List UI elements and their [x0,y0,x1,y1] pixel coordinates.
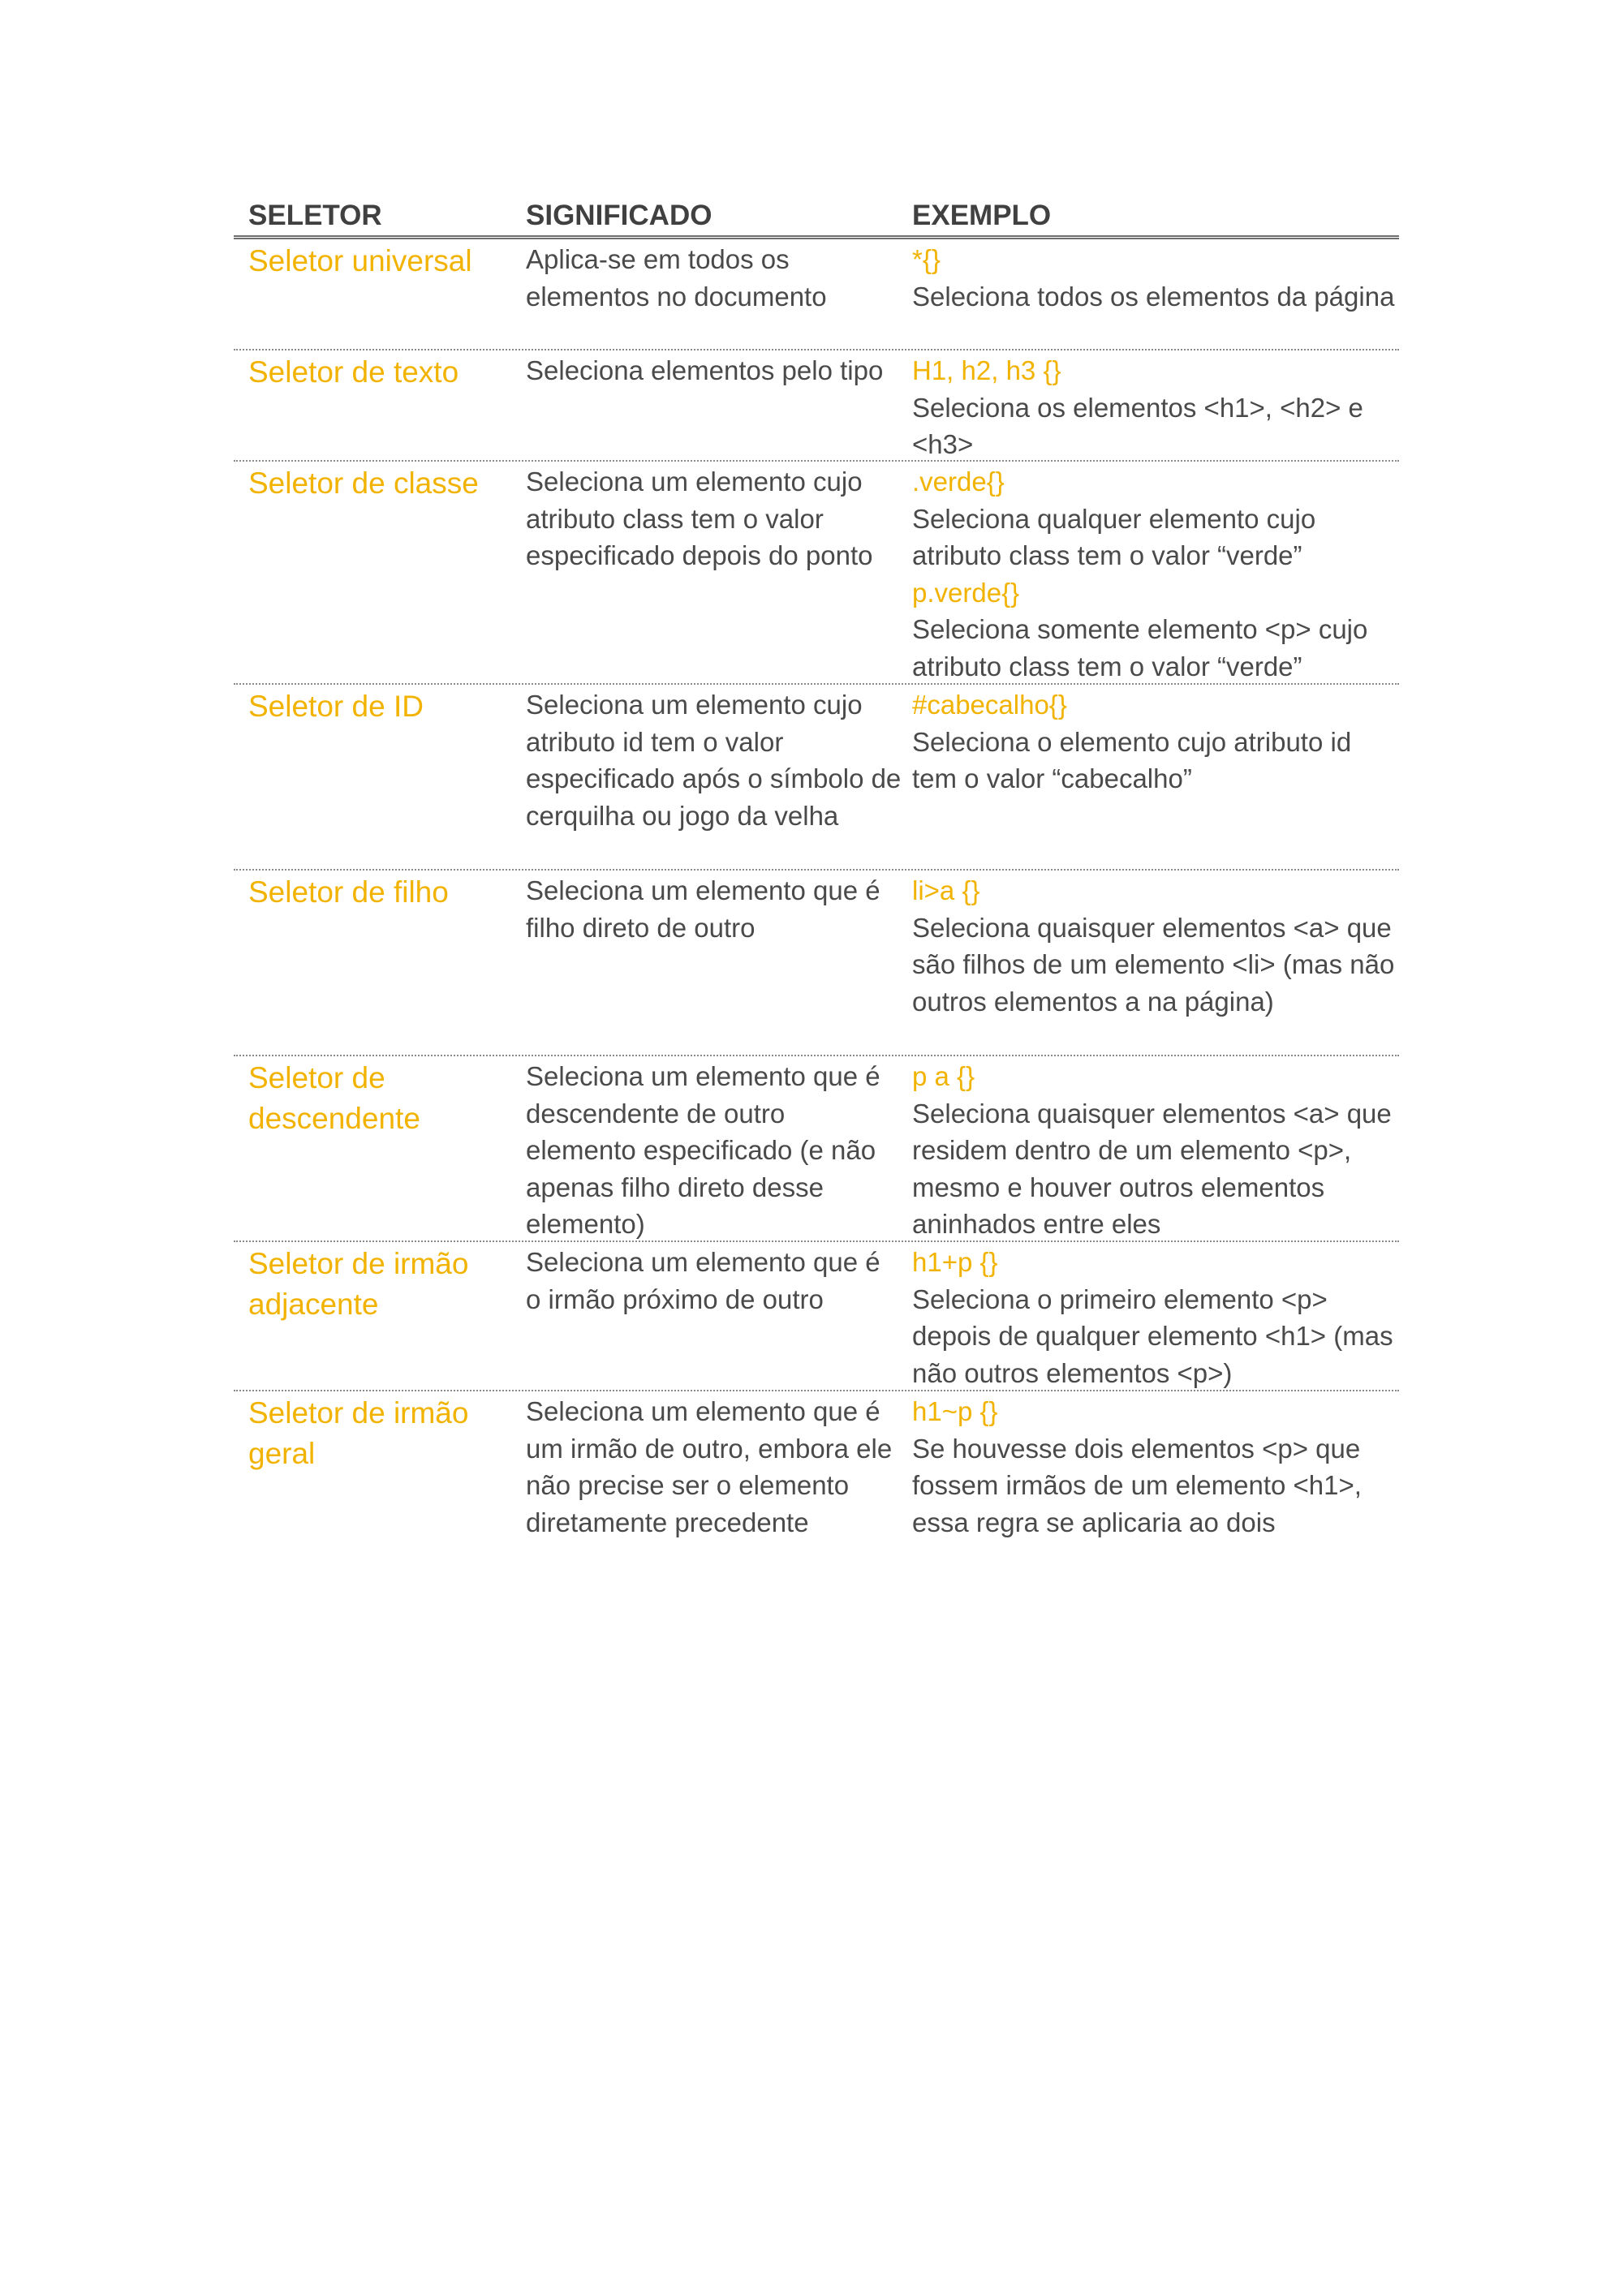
example-code: *{} [912,244,941,274]
selector-meaning: Seleciona um elemento que é um irmão de outro, embora ele não precise ser o elemento diretamente precedente [526,1396,893,1537]
selector-example [912,1056,1399,1240]
table-row [234,462,1399,685]
selector-example [912,871,1399,1055]
table-row [234,239,1399,350]
table-row [234,1056,1399,1242]
example-code: p a {} [912,1061,975,1091]
header-significado: SIGNIFICADO [526,200,712,231]
selector-table [234,195,1399,1586]
table-row [234,1391,1399,1586]
example-description: Seleciona quaisquer elementos <a> que residem dentro de um elemento <p>, mesmo e houver outros elementos aninhados entre eles [912,1098,1392,1239]
example-code: #cabecalho{} [912,690,1067,720]
selector-name: Seletor de irmão adjacente [248,1247,469,1321]
example-description: Seleciona o primeiro elemento <p> depois de qualquer elemento <h1> (mas não outros elementos <p>) [912,1283,1393,1388]
selector-meaning: Seleciona um elemento que é filho direto de outro [526,875,880,943]
table-row [234,871,1399,1056]
example-description: Seleciona somente elemento <p> cujo atributo class tem o valor “verde” [912,614,1368,681]
table-row [234,1242,1399,1391]
example-code: h1+p {} [912,1247,998,1277]
example-description: Seleciona quaisquer elementos <a> que são filhos de um elemento <li> (mas não outros elementos a na página) [912,912,1395,1017]
selector-example [912,239,1399,349]
example-code: p.verde{} [912,577,1020,608]
selector-name: Seletor de ID [248,690,424,723]
header-seletor: SELETOR [248,200,382,231]
selector-name: Seletor de texto [248,355,459,389]
table-header [234,195,1399,239]
selector-meaning: Seleciona um elemento que é descendente de outro elemento especificado (e não apenas filho direto desse elemento) [526,1061,880,1239]
selector-example [912,462,1399,683]
example-description: Seleciona os elementos <h1>, <h2> e <h3> [912,392,1363,459]
selector-example [912,1391,1399,1586]
table-row [234,685,1399,871]
selector-meaning: Aplica-se em todos os elementos no documento [526,244,827,312]
selector-name: Seletor de irmão geral [248,1396,469,1470]
selector-name: Seletor de descendente [248,1061,420,1135]
example-code: .verde{} [912,467,1005,497]
selector-example [912,350,1399,460]
example-code: H1, h2, h3 {} [912,355,1061,385]
selector-name: Seletor de filho [248,875,449,909]
selector-name: Seletor universal [248,244,472,277]
example-code: li>a {} [912,875,980,905]
selector-meaning: Seleciona elementos pelo tipo [526,355,884,385]
header-exemplo: EXEMPLO [912,200,1052,231]
example-code: h1~p {} [912,1396,998,1426]
example-description: Se houvesse dois elementos <p> que fossem irmãos de um elemento <h1>, essa regra se aplicaria ao dois [912,1433,1362,1537]
table-row [234,350,1399,462]
selector-example [912,685,1399,869]
example-description: Seleciona qualquer elemento cujo atributo class tem o valor “verde” [912,503,1316,570]
selector-name: Seletor de classe [248,467,479,500]
example-description: Seleciona o elemento cujo atributo id tem o valor “cabecalho” [912,726,1352,793]
selector-meaning: Seleciona um elemento cujo atributo id tem o valor especificado após o símbolo de cerquilha ou jogo da velha [526,690,902,831]
selector-example [912,1242,1399,1390]
selector-meaning: Seleciona um elemento cujo atributo class tem o valor especificado depois do ponto [526,467,873,570]
example-description: Seleciona todos os elementos da página [912,281,1395,312]
selector-meaning: Seleciona um elemento que é o irmão próximo de outro [526,1247,880,1314]
